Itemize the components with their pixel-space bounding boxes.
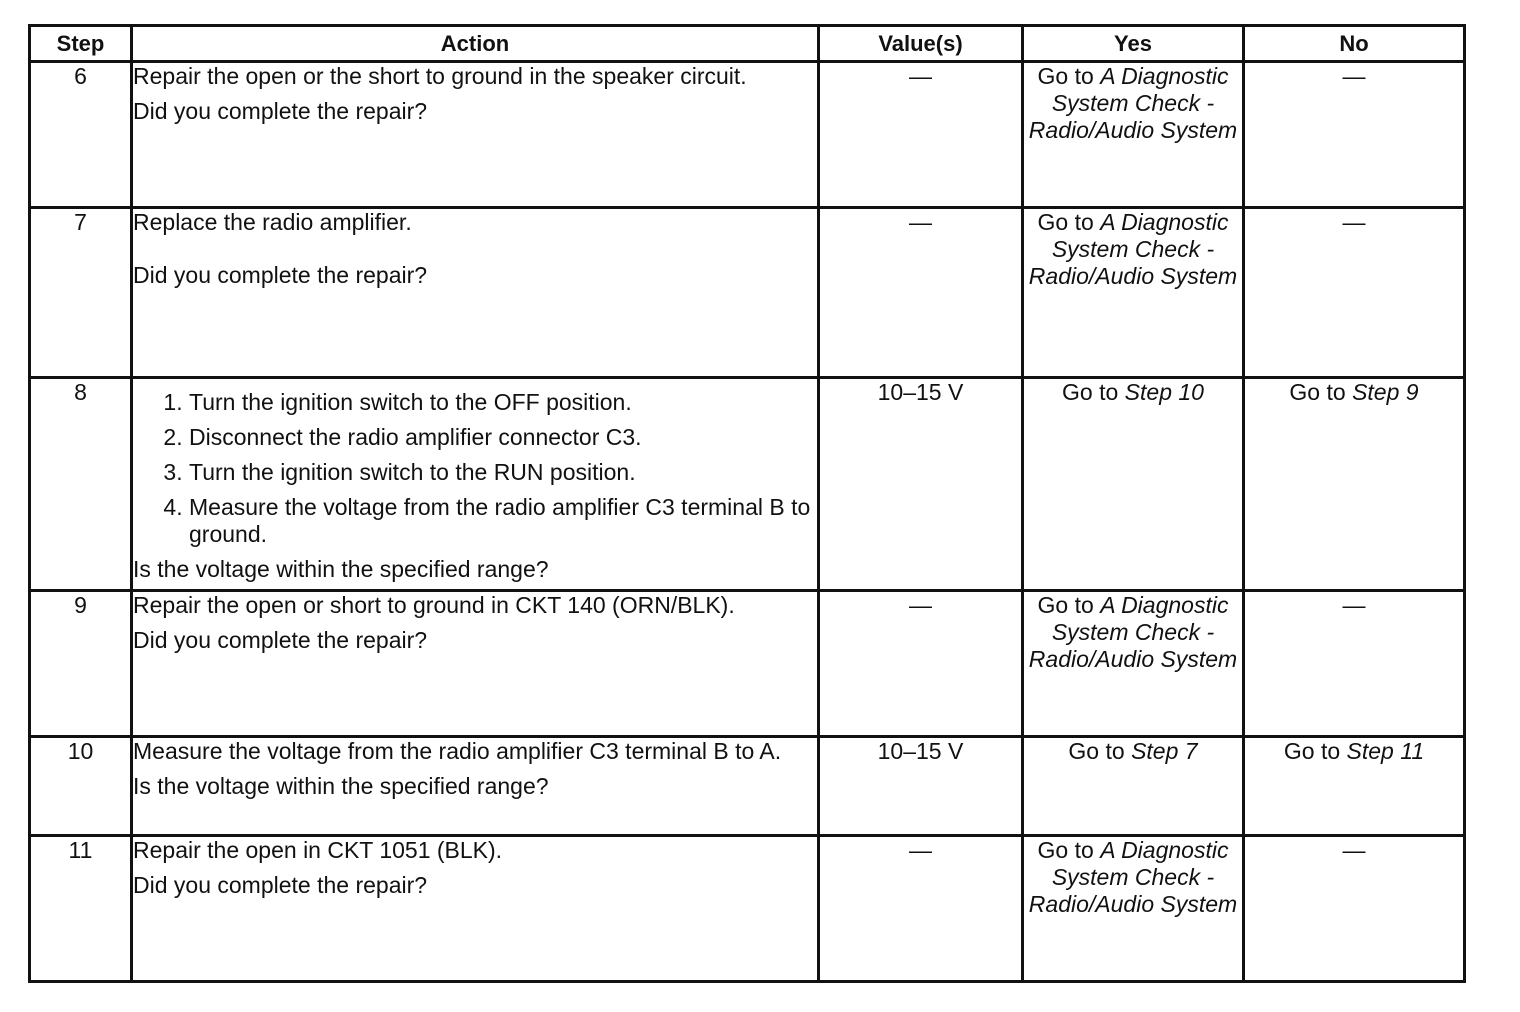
step-number: 11 (30, 836, 132, 982)
substep-item: 2. Disconnect the radio amplifier connector C3. (189, 424, 817, 451)
table-row-step-11 (30, 836, 1465, 982)
yes-link[interactable]: A Diagnostic System Check - Radio/Audio System (1028, 209, 1238, 289)
action-cell (132, 836, 819, 982)
action-cell (132, 378, 819, 591)
value-cell: — (819, 591, 1023, 737)
yes-link[interactable]: Step 10 (1124, 379, 1204, 405)
step-number: 8 (30, 378, 132, 591)
yes-prefix: Go to (1037, 209, 1101, 235)
substep-list (133, 389, 817, 548)
yes-prefix: Go to (1068, 738, 1132, 764)
yes-cell (1023, 378, 1244, 591)
yes-cell (1023, 737, 1244, 836)
action-text: Measure the voltage from the radio amplifier C3 terminal B to A. (133, 738, 782, 764)
substep-item: 3. Turn the ignition switch to the RUN position. (189, 459, 817, 486)
yes-link[interactable]: A Diagnostic System Check - Radio/Audio System (1028, 837, 1238, 917)
no-cell: — (1244, 208, 1465, 378)
header-yes: Yes (1023, 26, 1244, 62)
action-text: Repair the open or the short to ground in the speaker circuit. (133, 63, 747, 89)
yes-cell (1023, 208, 1244, 378)
action-cell (132, 62, 819, 208)
no-cell (1244, 378, 1465, 591)
no-cell: — (1244, 591, 1465, 737)
action-question: Did you complete the repair? (133, 627, 428, 653)
substep-item: 4. Measure the voltage from the radio amplifier C3 terminal B to ground. (189, 494, 817, 548)
no-link[interactable]: Step 9 (1352, 379, 1419, 405)
yes-cell (1023, 591, 1244, 737)
action-question: Did you complete the repair? (133, 98, 428, 124)
table-row-step-6 (30, 62, 1465, 208)
yes-cell (1023, 836, 1244, 982)
action-cell (132, 591, 819, 737)
value-cell: 10–15 V (819, 378, 1023, 591)
no-cell (1244, 737, 1465, 836)
yes-prefix: Go to (1037, 63, 1101, 89)
action-text: Replace the radio amplifier. (133, 209, 412, 235)
header-row (30, 26, 1465, 62)
action-text: Repair the open in CKT 1051 (BLK). (133, 837, 503, 863)
value-cell: 10–15 V (819, 737, 1023, 836)
header-no: No (1244, 26, 1465, 62)
header-step: Step (30, 26, 132, 62)
table-row-step-9 (30, 591, 1465, 737)
no-cell: — (1244, 836, 1465, 982)
table-row-step-10 (30, 737, 1465, 836)
table-row-step-8 (30, 378, 1465, 591)
table-row-step-7 (30, 208, 1465, 378)
no-prefix: Go to (1283, 738, 1347, 764)
action-question: Is the voltage within the specified range? (133, 773, 549, 799)
no-link[interactable]: Step 11 (1346, 738, 1425, 764)
diagnostic-table (28, 24, 1466, 983)
substep-item: 1. Turn the ignition switch to the OFF position. (189, 389, 817, 416)
yes-cell (1023, 62, 1244, 208)
action-text: Repair the open or short to ground in CKT 140 (ORN/BLK). (133, 592, 735, 618)
no-cell: — (1244, 62, 1465, 208)
yes-link[interactable]: A Diagnostic System Check - Radio/Audio System (1028, 592, 1238, 672)
value-cell: — (819, 62, 1023, 208)
step-number: 6 (30, 62, 132, 208)
header-values: Value(s) (819, 26, 1023, 62)
action-question: Did you complete the repair? (133, 872, 428, 898)
yes-prefix: Go to (1037, 592, 1101, 618)
yes-link[interactable]: A Diagnostic System Check - Radio/Audio System (1028, 63, 1238, 143)
header-action: Action (132, 26, 819, 62)
action-question: Did you complete the repair? (133, 262, 428, 288)
value-cell: — (819, 836, 1023, 982)
value-cell: — (819, 208, 1023, 378)
action-cell (132, 737, 819, 836)
step-number: 9 (30, 591, 132, 737)
step-number: 10 (30, 737, 132, 836)
yes-link[interactable]: Step 7 (1131, 738, 1198, 764)
action-cell (132, 208, 819, 378)
no-prefix: Go to (1289, 379, 1353, 405)
yes-prefix: Go to (1037, 837, 1101, 863)
action-question: Is the voltage within the specified range? (133, 556, 549, 582)
step-number: 7 (30, 208, 132, 378)
yes-prefix: Go to (1062, 379, 1125, 405)
